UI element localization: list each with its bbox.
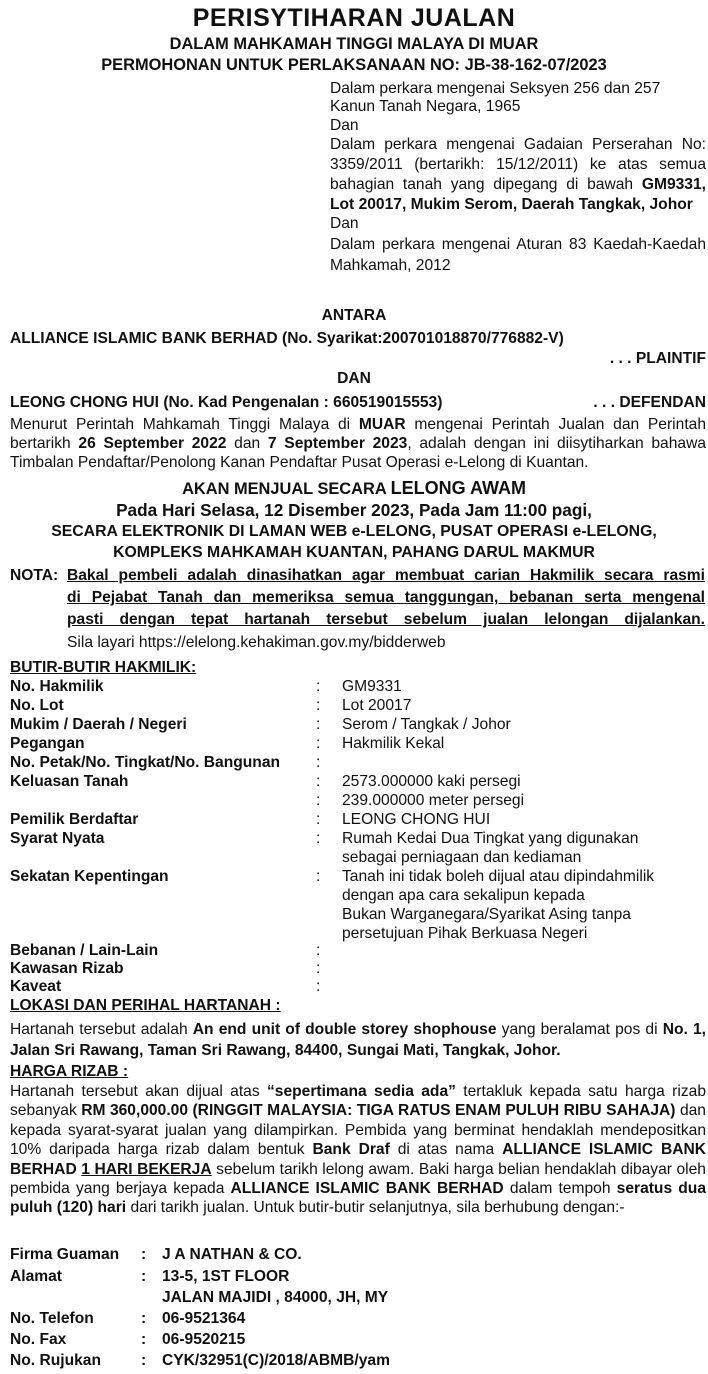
reserve-price: RM 360,000.00 (RINGGIT MALAYSIA: TIGA RATUS ENAM PULUH RIBU SAHAJA)	[81, 1102, 676, 1120]
reserve-text-1: Hartanah tersebut akan dijual atas	[10, 1083, 267, 1100]
order-text-2: mengenai Perintah Jualan dan Perintah bertarikh	[10, 416, 706, 452]
reserve-text-4: di atas nama	[389, 1141, 503, 1159]
auction-type: LELONG AWAM	[390, 478, 526, 498]
deposit-deadline: 1 HARI BEKERJA	[81, 1160, 212, 1178]
auction-sell-text: AKAN MENJUAL SECARA	[182, 480, 391, 498]
bank-draft: Bank Draf	[312, 1141, 390, 1159]
value-sekatan-4: persetujuan Pihak Berkuasa Negeri	[342, 925, 588, 942]
defendant-name: LEONG CHONG HUI (No. Kad Pengenalan : 660519015553)	[10, 394, 443, 411]
colon: :	[141, 1246, 147, 1263]
label-syarat: Syarat Nyata	[10, 830, 105, 847]
fax-number: 06-9520215	[162, 1331, 246, 1348]
colon: :	[316, 716, 321, 733]
location-text-2: yang beralamat pos di	[496, 1021, 663, 1038]
location-paragraph	[10, 1019, 706, 1061]
charge-property: GM9331, Lot 20017, Mukim Serom, Daerah Tangkak, Johor	[330, 176, 706, 214]
payment-period: seratus dua puluh (120) hari	[10, 1180, 707, 1217]
reserve-paragraph	[10, 1082, 706, 1218]
matter-line-2: Kanun Tanah Negara, 1965	[330, 98, 521, 116]
value-keluasan-sqm: 239.000000 meter persegi	[342, 792, 525, 809]
colon: :	[316, 868, 321, 885]
order-court-place: MUAR	[358, 416, 406, 433]
sale-condition: “sepertimana sedia ada”	[267, 1083, 456, 1100]
value-syarat-1: Rumah Kedai Dua Tingkat yang digunakan	[342, 830, 639, 847]
label-no-petak: No. Petak/No. Tingkat/No. Bangunan	[10, 754, 281, 771]
colon: :	[141, 1268, 147, 1285]
label-sekatan: Sekatan Kepentingan	[10, 868, 169, 885]
value-pemilik: LEONG CHONG HUI	[342, 811, 491, 828]
order-paragraph	[10, 415, 706, 472]
defendant-role: . . . DEFENDAN	[593, 394, 706, 411]
title-details-heading: BUTIR-BUTIR HAKMILIK:	[10, 659, 197, 676]
auction-venue-2: KOMPLEKS MAHKAMAH KUANTAN, PAHANG DARUL MAKMUR	[113, 544, 595, 561]
order-text-3: dan	[226, 435, 268, 452]
application-number: PERMOHONAN UNTUK PERLAKSANAAN NO: JB-38-162-07/2023	[101, 56, 607, 74]
antara-label: ANTARA	[321, 307, 387, 324]
plaintiff-role: . . . PLAINTIF	[609, 350, 706, 367]
auction-line-1	[0, 478, 708, 499]
colon: :	[316, 811, 321, 828]
firm-name: J A NATHAN & CO.	[162, 1246, 302, 1263]
value-no-hakmilik: GM9331	[342, 678, 402, 695]
location-heading: LOKASI DAN PERIHAL HARTANAH :	[10, 997, 281, 1014]
matter-line-1: Dalam perkara mengenai Seksyen 256 dan 257	[330, 80, 661, 97]
value-mukim: Serom / Tangkak / Johor	[342, 716, 511, 733]
reference-number: CYK/32951(C)/2018/ABMB/yam	[162, 1352, 390, 1369]
auction-venue-1: SECARA ELEKTRONIK DI LAMAN WEB e-LELONG, PUSAT OPERASI e-LELONG,	[51, 523, 657, 540]
phone-number[interactable]: 06-9521364	[162, 1310, 246, 1327]
colon: :	[316, 678, 321, 695]
firm-label: Firma Guaman	[10, 1246, 120, 1263]
colon: :	[316, 942, 321, 959]
value-no-lot: Lot 20017	[342, 697, 412, 714]
phone-label: No. Telefon	[10, 1310, 94, 1327]
matter-block	[330, 80, 706, 276]
value-keluasan-sqft: 2573.000000 kaki persegi	[342, 773, 521, 790]
address-line-2: JALAN MAJIDI , 84000, JH, MY	[162, 1289, 389, 1306]
colon: :	[141, 1310, 147, 1327]
reserve-text-2: tertakluk kepada satu harga rizab sebanyak	[10, 1083, 706, 1120]
address-label: Alamat	[10, 1268, 62, 1285]
elelong-link[interactable]: Sila layari https://elelong.kehakiman.gov.my/bidderweb	[67, 634, 446, 651]
matter-dan-2: Dan	[330, 215, 359, 233]
order-date-1: 26 September 2022	[78, 435, 227, 452]
label-mukim: Mukim / Daerah / Negeri	[10, 716, 187, 733]
bank-name-2: ALLIANCE ISLAMIC BANK BERHAD	[230, 1180, 504, 1198]
fax-label: No. Fax	[10, 1331, 67, 1348]
reserve-text-7: dalam tempoh	[503, 1180, 617, 1198]
property-address: No. 1, Jalan Sri Rawang, Taman Sri Rawang, 84400, Sungai Mati, Tangkak, Johor.	[10, 1021, 706, 1059]
nota-label: NOTA:	[10, 567, 59, 584]
address-line-1: 13-5, 1ST FLOOR	[162, 1268, 290, 1285]
dan-label: DAN	[337, 370, 371, 387]
label-pemilik: Pemilik Berdaftar	[10, 811, 139, 828]
order-text-4: , adalah dengan ini diisytiharkan bahawa Timbalan Pendaftar/Penolong Kanan Pendaftar Pusat Operasi e-Lelong di Kuantan.	[10, 435, 707, 471]
property-type: An end unit of double storey shophouse	[192, 1021, 497, 1038]
label-no-hakmilik: No. Hakmilik	[10, 678, 104, 695]
charge-text: Dalam perkara mengenai Gadaian Perserahan No: 3359/2011 (bertarikh: 15/12/2011) ke atas semua bahagian tanah yang dipegang di bawah	[330, 136, 706, 194]
label-bebanan: Bebanan / Lain-Lain	[10, 942, 159, 959]
colon: :	[316, 773, 321, 790]
nota-line-1: Bakal pembeli adalah dinasihatkan agar membuat carian Hakmilik secara rasmi	[67, 567, 705, 584]
plaintiff-name: ALLIANCE ISLAMIC BANK BERHAD (No. Syarikat:200701018870/776882-V)	[10, 330, 564, 347]
charge-paragraph	[330, 135, 706, 215]
label-keluasan: Keluasan Tanah	[10, 773, 129, 790]
label-kaveat: Kaveat	[10, 978, 62, 995]
colon: :	[316, 735, 321, 752]
location-text-1: Hartanah tersebut adalah	[10, 1021, 193, 1038]
value-sekatan-2: dengan apa cara sekalipun kepada	[342, 887, 585, 904]
colon: :	[316, 697, 321, 714]
colon: :	[316, 754, 321, 771]
page-title: PERISYTIHARAN JUALAN	[192, 4, 516, 32]
auction-date: Pada Hari Selasa, 12 Disember 2023, Pada Jam 11:00 pagi,	[116, 500, 592, 520]
value-syarat-2: sebagai perniagaan dan kediaman	[342, 849, 582, 866]
label-no-lot: No. Lot	[10, 697, 64, 714]
colon: :	[141, 1352, 147, 1369]
order-date-2: 7 September 2023	[267, 435, 408, 452]
label-kawasan-rizab: Kawasan Rizab	[10, 960, 124, 977]
nota-line-3: pasti dengan tepat hartanah tersebut sebelum jualan lelongan dijalankan.	[67, 611, 705, 628]
bank-name-1: ALLIANCE ISLAMIC BANK BERHAD	[10, 1141, 706, 1178]
order-text-1: Menurut Perintah Mahkamah Tinggi Malaya di	[10, 416, 359, 433]
colon: :	[316, 830, 321, 847]
reserve-text-3: dan kepada syarat-syarat jualan yang dilampirkan. Pembida yang berminat hendaklah mendepositkan 10% daripada harga rizab dalam bentuk	[10, 1102, 706, 1159]
colon: :	[316, 792, 321, 809]
court-name: DALAM MAHKAMAH TINGGI MALAYA DI MUAR	[169, 35, 539, 53]
reserve-text-6: sebelum tarikh lelong awam. Baki harga belian hendaklah dibayar oleh pembida yang berjaya kepada	[10, 1160, 706, 1198]
value-sekatan-1: Tanah ini tidak boleh dijual atau dipindahmilik	[342, 868, 655, 885]
value-pegangan: Hakmilik Kekal	[342, 735, 445, 752]
nota-line-2: di Pejabat Tanah dan memeriksa semua tanggungan, bebanan serta mengenal	[67, 589, 705, 606]
colon: :	[316, 960, 321, 977]
matter-dan-1: Dan	[330, 116, 359, 134]
colon: :	[141, 1331, 147, 1348]
colon: :	[316, 978, 321, 995]
value-sekatan-3: Bukan Warganegara/Syarikat Asing tanpa	[342, 906, 631, 923]
rule-paragraph: Dalam perkara mengenai Aturan 83 Kaedah-Kaedah Mahkamah, 2012	[330, 235, 706, 274]
reserve-text-8: dari tarikh jualan. Untuk butir-butir selanjutnya, sila berhubung dengan:-	[126, 1199, 625, 1217]
reserve-heading: HARGA RIZAB :	[10, 1063, 129, 1080]
label-pegangan: Pegangan	[10, 735, 85, 752]
reference-label: No. Rujukan	[10, 1352, 101, 1369]
